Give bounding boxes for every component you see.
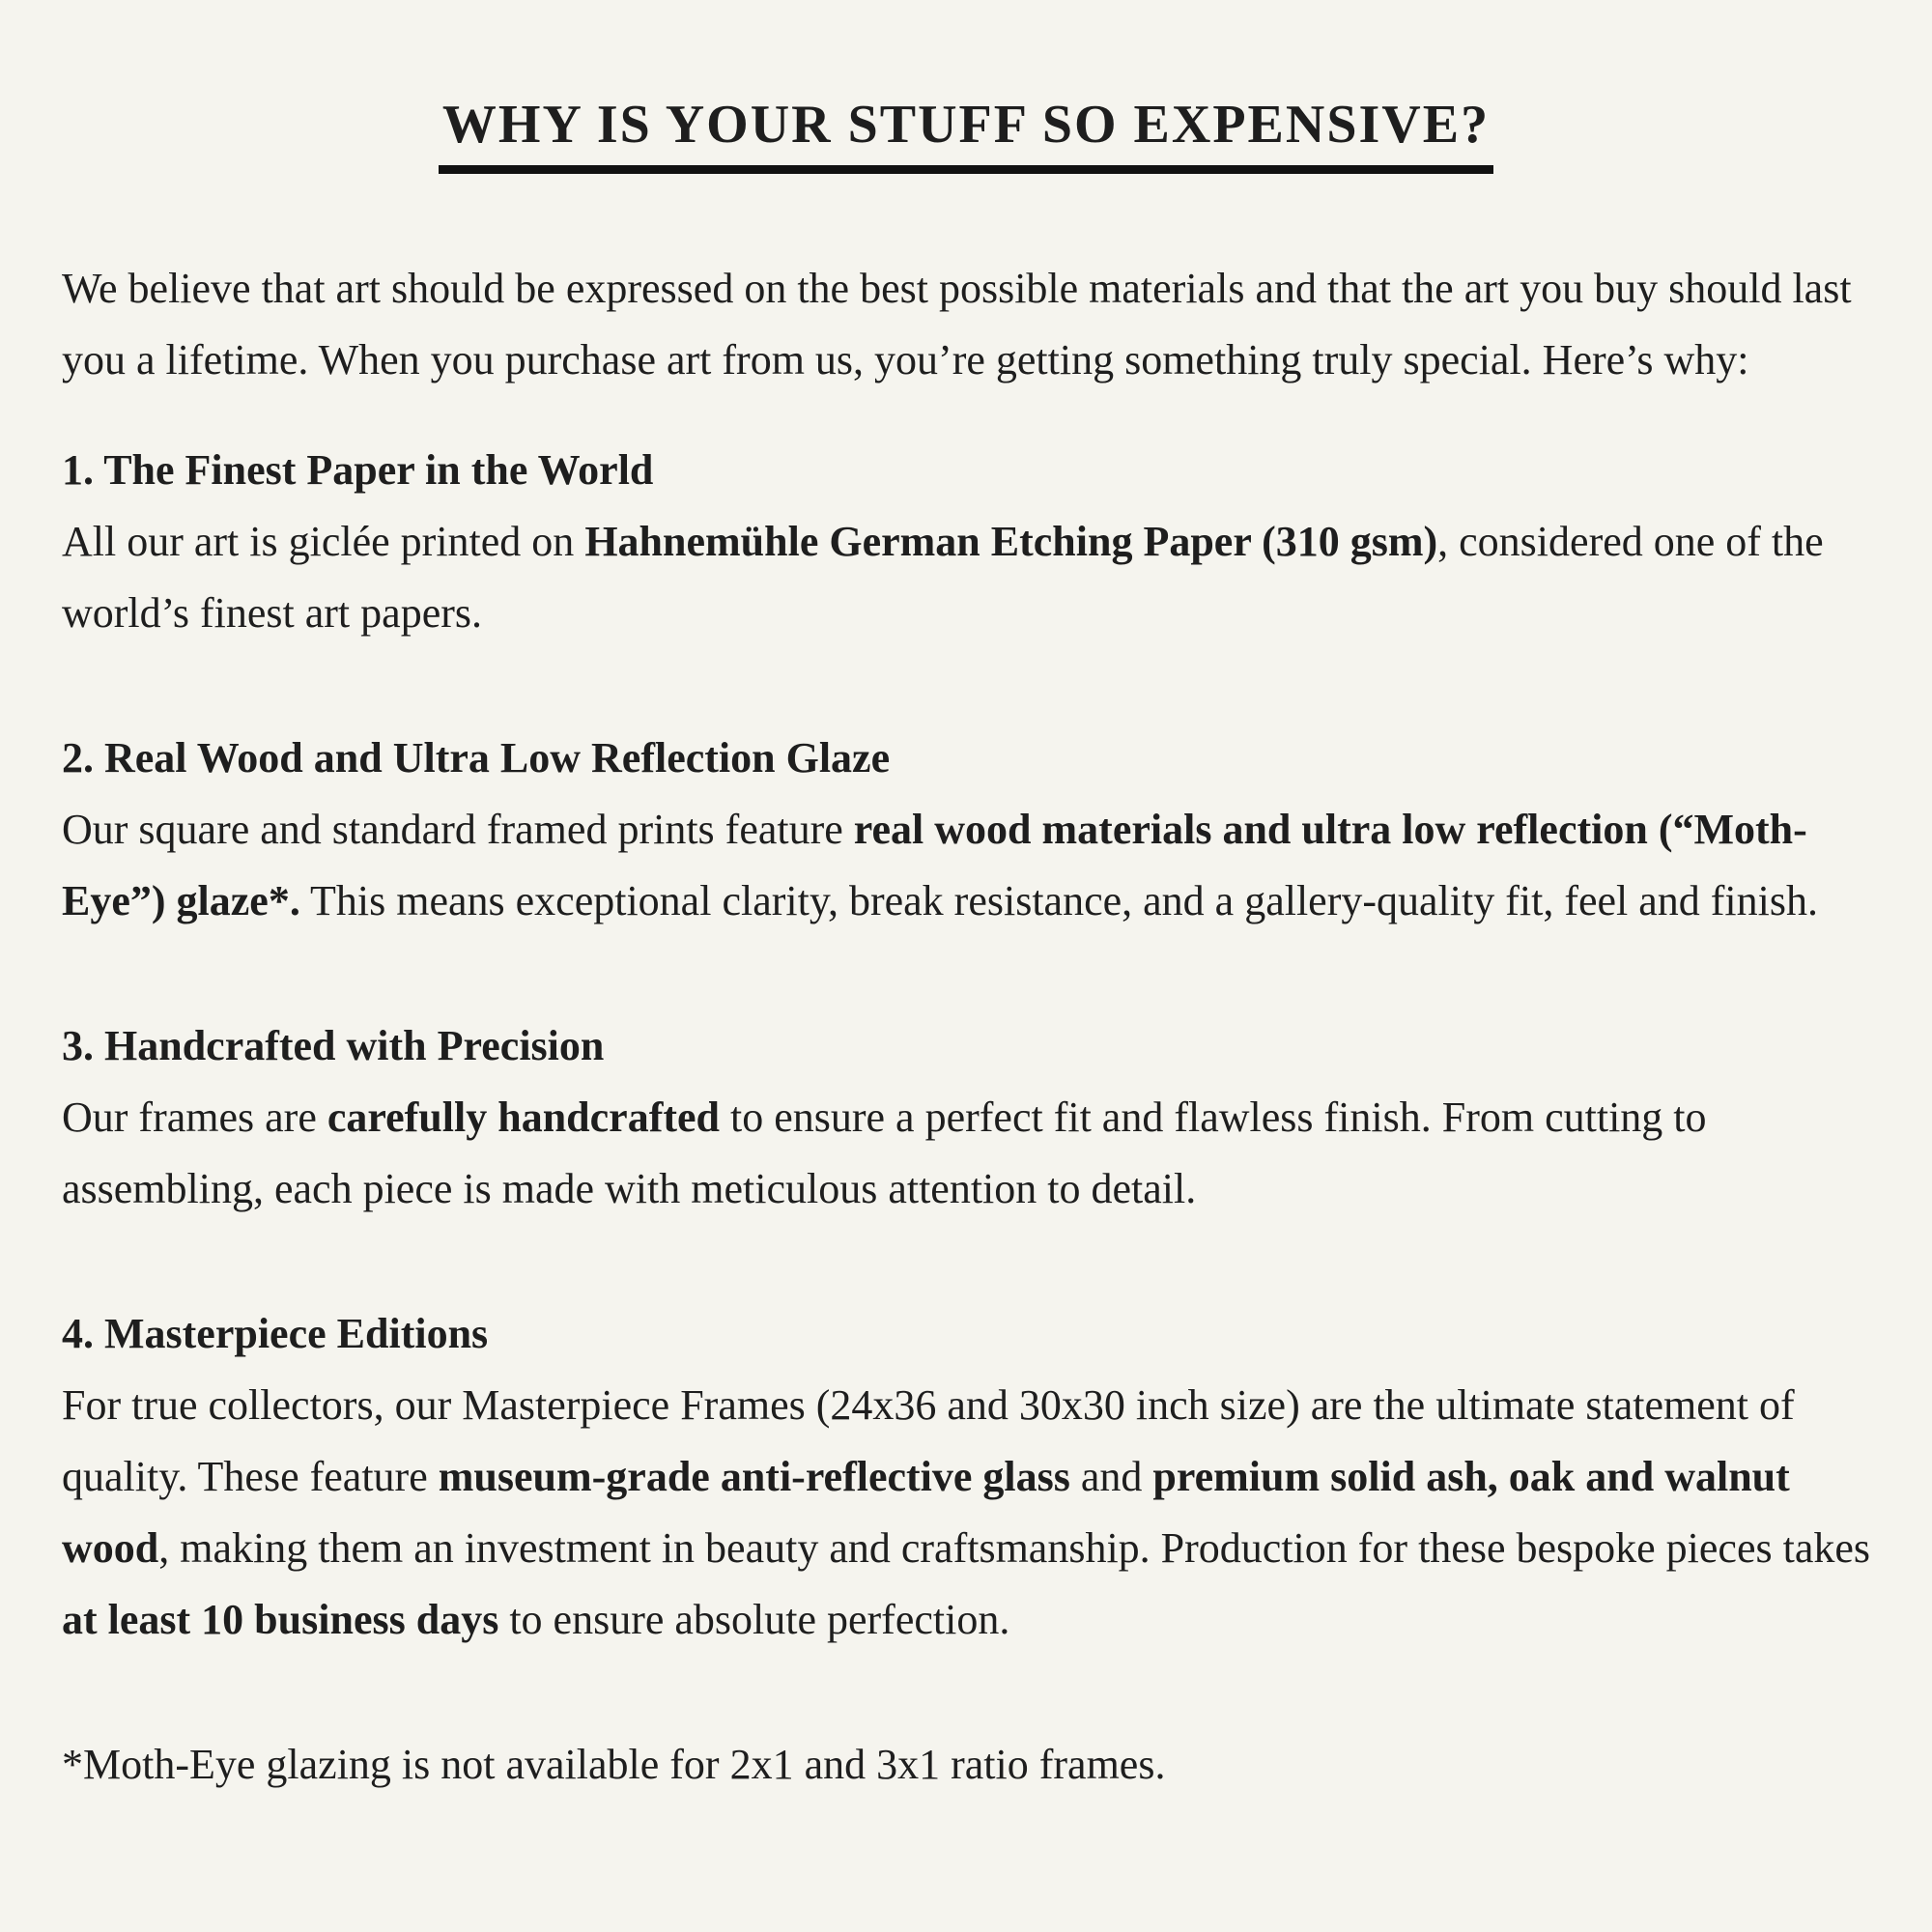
bold-text-run: museum-grade anti-reflective glass [438,1453,1070,1500]
bold-text-run: Hahnemühle German Etching Paper (310 gsm) [584,518,1438,565]
text-run: , considered one of the world’s finest art papers. [62,518,1824,637]
text-run: to ensure absolute perfection. [498,1596,1010,1643]
bold-text-run: at least 10 business days [62,1596,499,1643]
section-masterpiece-editions [62,1298,1870,1656]
section-handcrafted [62,1010,1870,1225]
text-run: For true collectors, our Masterpiece Frames (24x36 and 30x30 inch size) are the ultimate statement of quality. These feature [62,1381,1795,1500]
bold-text-run: real wood materials and ultra low reflection (“Moth-Eye”) glaze*. [62,806,1807,924]
section-finest-paper [62,435,1870,649]
text-run: , making them an investment in beauty and craftsmanship. Production for these bespoke pieces takes [158,1524,1871,1572]
section-heading: 4. Masterpiece Editions [62,1310,489,1357]
bold-text-run: premium solid ash, oak and walnut wood [62,1453,1790,1572]
text-run: Our frames are [62,1094,327,1141]
page-title: WHY IS YOUR STUFF SO EXPENSIVE? [439,98,1493,174]
intro-paragraph: We believe that art should be expressed on the best possible materials and that the art you buy should last you a lifetime. When you purchase art from us, you’re getting something truly special. Here’s why: [62,265,1852,384]
bold-text-run: carefully handcrafted [327,1094,720,1141]
section-body [62,1082,1870,1225]
text-run: This means exceptional clarity, break resistance, and a gallery-quality fit, feel and finish. [299,877,1819,924]
text-run: and [1069,1453,1153,1500]
section-body [62,506,1870,649]
footnote: *Moth-Eye glazing is not available for 2x1 and 3x1 ratio frames. [62,1741,1166,1788]
text-run: to ensure a perfect fit and flawless finish. From cutting to assembling, each piece is made with meticulous attention to detail. [62,1094,1707,1212]
section-wood-and-glaze [62,723,1870,937]
section-heading: 1. The Finest Paper in the World [62,446,654,494]
section-body [62,1370,1870,1656]
section-heading: 2. Real Wood and Ultra Low Reflection Glaze [62,734,891,781]
section-heading: 3. Handcrafted with Precision [62,1022,605,1069]
text-run: All our art is giclée printed on [62,518,585,565]
section-body [62,794,1870,937]
text-run: Our square and standard framed prints feature [62,806,854,853]
page-header [62,93,1870,174]
